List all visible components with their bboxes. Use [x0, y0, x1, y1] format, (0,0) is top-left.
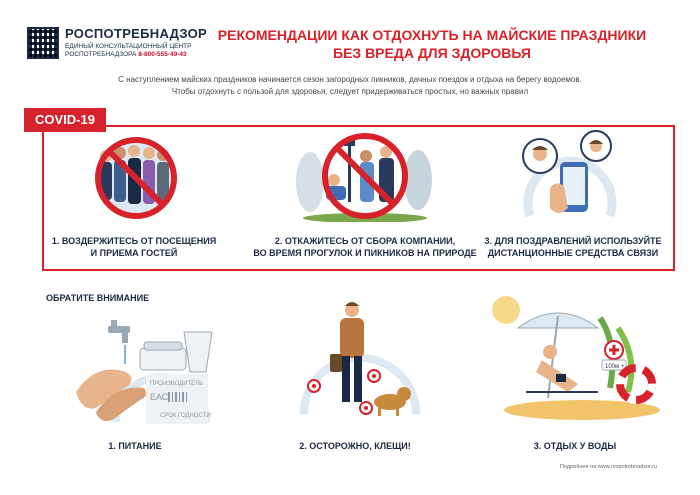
attention-heading: ОБРАТИТЕ ВНИМАНИЕ	[46, 293, 150, 303]
title-line-2: БЕЗ ВРЕДА ДЛЯ ЗДОРОВЬЯ	[333, 45, 531, 61]
covid-caption-1	[44, 235, 224, 259]
org-hotline	[65, 51, 187, 58]
org-subtitle: ЕДИНЫЙ КОНСУЛЬТАЦИОННЫЙ ЦЕНТР	[65, 43, 192, 50]
caption-line: 1. ВОЗДЕРЖИТЕСЬ ОТ ПОСЕЩЕНИЯ	[51, 236, 217, 246]
ticks-warning-illustration	[290, 296, 430, 426]
expiry-label: СРОК ГОДНОСТИ	[160, 413, 211, 419]
caption-line: 2. ОТКАЖИТЕСЬ ОТ СБОРА КОМПАНИИ,	[274, 236, 456, 246]
package-label-icon	[146, 374, 211, 424]
sunbather-icon	[526, 345, 598, 392]
no-guests-illustration	[78, 132, 196, 222]
intro-line-2: Чтобы отдохнуть с пользой для здоровья, следует придерживаться простых, но важных правил	[171, 87, 529, 96]
covid-caption-3	[478, 235, 668, 259]
phone-number: 8-800-555-49-43	[138, 51, 187, 58]
org-subtitle-prefix: РОСПОТРЕБНАДЗОРА	[65, 51, 137, 58]
dog-icon	[374, 387, 411, 416]
remote-communication-illustration	[510, 128, 630, 228]
walking-man-icon	[330, 302, 364, 402]
page-title	[212, 26, 652, 62]
org-name: РОСПОТРЕБНАДЗОР	[65, 26, 208, 41]
intro-line-1: С наступлением майских праздников начинается сезон загородных пикников, дачных поездок и отдыха на берегу водоемов.	[118, 75, 582, 84]
qr-code	[27, 27, 59, 59]
caption-line: И ПРИЕМА ГОСТЕЙ	[90, 248, 178, 258]
manufacturer-label: ПРОИЗВОДИТЕЛЬ	[150, 381, 204, 387]
no-gatherings-illustration	[290, 122, 440, 222]
smartphone-icon	[550, 162, 588, 213]
food-container-icon	[140, 342, 186, 370]
rest-by-water-illustration	[478, 288, 668, 423]
cup-icon	[184, 332, 212, 372]
footer-link[interactable]: Подробнее на www.rospotrebnadzor.ru	[560, 464, 657, 470]
washing-hands-icon	[76, 370, 146, 422]
caption-line: 3. ДЛЯ ПОЗДРАВЛЕНИЙ ИСПОЛЬЗУЙТЕ	[484, 236, 662, 246]
intro-text	[60, 74, 640, 98]
eac-mark: ЕАС	[150, 392, 169, 402]
attention-caption-3: 3. ОТДЫХ У ВОДЫ	[533, 441, 617, 451]
covid-caption-2	[250, 235, 480, 259]
attention-caption-2: 2. ОСТОРОЖНО, КЛЕЩИ!	[299, 441, 411, 451]
nutrition-illustration	[56, 312, 236, 432]
faucet-icon	[108, 320, 130, 364]
title-line-1: РЕКОМЕНДАЦИИ КАК ОТДОХНУТЬ НА МАЙСКИЕ ПРАЗДНИКИ	[217, 27, 647, 43]
attention-caption-1: 1. ПИТАНИЕ	[108, 441, 162, 451]
first-aid-sign-icon	[602, 341, 626, 370]
lifebuoy-icon	[620, 368, 652, 400]
caption-line: ВО ВРЕМЯ ПРОГУЛОК И ПИКНИКОВ НА ПРИРОДЕ	[253, 248, 477, 258]
covid-badge: COVID-19	[24, 108, 106, 132]
caption-line: ДИСТАНЦИОННЫЕ СРЕДСТВА СВЯЗИ	[487, 248, 659, 258]
distance-sign-text: 100м +	[605, 364, 625, 370]
